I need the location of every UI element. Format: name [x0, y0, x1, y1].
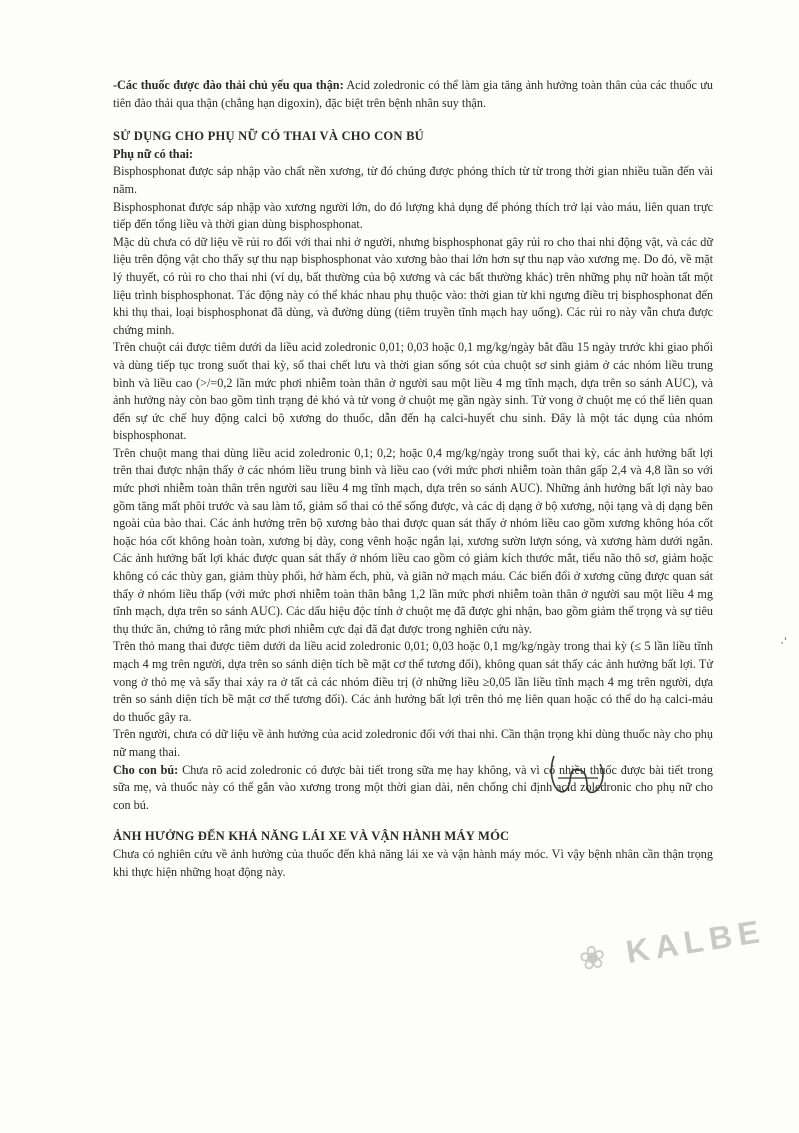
edge-mark-icon: ·’ — [780, 635, 787, 649]
breastfeeding-label: Cho con bú: — [113, 762, 179, 777]
pregnancy-paragraph: Trên người, chưa có dữ liệu về ảnh hưởng của acid zoledronic đối với thai nhi. Cần thận trọng khi dùng thuốc này cho phụ nữ mang thai. — [113, 727, 713, 759]
renal-interaction-label: -Các thuốc được đào thải chủ yếu qua thận: — [113, 78, 344, 92]
pregnancy-heading: SỬ DỤNG CHO PHỤ NỮ CÓ THAI VÀ CHO CON BÚ — [113, 129, 424, 144]
driving-paragraph: Chưa có nghiên cứu về ảnh hưởng của thuốc đến khả năng lái xe và vận hành máy móc. Vì vậy bệnh nhân cần thận trọng khi thực hiện những hoạt động này. — [113, 846, 713, 879]
driving-heading: ẢNH HƯỞNG ĐẾN KHẢ NĂNG LÁI XE VÀ VẬN HÀNH MÁY MÓC — [113, 829, 510, 844]
breastfeeding-text: Chưa rõ acid zoledronic có được bài tiết trong sữa mẹ hay không, và vì có nhiều thuốc được bài tiết trong sữa mẹ, và thuốc này có thể gắn vào xương trong một thời gian dài, nên chống chỉ định acid zoledronic cho phụ nữ cho con bú. — [113, 762, 713, 812]
pregnancy-paragraph: Trên chuột mang thai dùng liều acid zoledronic 0,1; 0,2; hoặc 0,4 mg/kg/ngày trong suốt thai kỳ, các ảnh hưởng bất lợi trên thai được nhận thấy ở các nhóm liều trung bình và liều cao (với mức phơi nhiễm toàn thân gấp 2,4 và 4,8 lần so với mức phơi nhiễm toàn thân trên người sau liều 4 mg tĩnh mạch, dựa trên so sánh AUC). Những ảnh hưởng bất lợi này bao gồm tăng mất phôi trước và sau làm tổ, giảm số thai có thể sống được, và các dị dạng ở bộ xương, nội tạng và dị dạng bên ngoài của bào thai. Các ảnh hưởng trên bộ xương bào thai được quan sát thấy ở nhóm liều cao gồm xương không hóa cốt hoặc hóa cốt không hoàn toàn, xương bị dày, cong vênh hoặc ngắn lại, xương sườn lượn sóng, và xương hàm dưới ngắn. Các ảnh hưởng bất lợi khác được quan sát thấy ở nhóm liều cao gồm có giảm kích thước mắt, tiểu não thô sơ, giảm hoặc không có các thùy gan, giảm thùy phổi, hở hàm ếch, phù, và giãn nở mạch máu. Các biến đổi ở xương cũng được quan sát thấy ở nhóm liều thấp (với mức phơi nhiễm toàn thân bằng 1,2 lần mức phơi nhiễm toàn thân ở người sau một liều 4 mg tĩnh mạch, dựa trên so sánh AUC). Các dấu hiệu độc tính ở chuột mẹ đã được ghi nhận, bao gồm giảm thể trọng và sự tiêu thụ thức ăn, chứng tỏ rằng mức phơi nhiễm cực đại đã đạt được trong nghiên cứu này. — [113, 445, 713, 636]
renal-interaction-paragraph — [113, 77, 713, 112]
pregnancy-paragraph: Trên thỏ mang thai được tiêm dưới da liều acid zoledronic 0,01; 0,03 hoặc 0,1 mg/kg/ngày trong thai kỳ (≤ 5 lần liều tĩnh mạch 4 mg trên người, dựa trên so sánh diện tích bề mặt cơ thể tương đối), không quan sát thấy các ảnh hưởng bất lợi. Tử vong ở thỏ mẹ và sẩy thai xảy ra ở tất cả các nhóm điều trị (ở những liều ≥0,05 lần liều tĩnh mạch 4 mg trên người, dựa trên so sánh diện tích bề mặt cơ thể tương đối). Các ảnh hưởng bất lợi trên thỏ mẹ liên quan hoặc có thể do hạ calci-máu do thuốc gây ra. — [113, 639, 713, 724]
handwritten-signature — [536, 748, 626, 808]
pregnancy-paragraph: Mặc dù chưa có dữ liệu về rủi ro đối với thai nhi ở người, nhưng bisphosphonat gây rủi ro cho thai nhi động vật, và các dữ liệu trên động vật cho thấy sự thu nạp bisphosphonat vào xương bào thai lớn hơn sự thu nạp vào xương mẹ. Do đó, về mặt lý thuyết, có rủi ro cho thai nhi (ví dụ, bất thường của bộ xương và các bất thường khác) trên những phụ nữ hoàn tất một liệu trình bisphosphonat. Tác động này có thể khác nhau phụ thuộc vào: thời gian từ khi ngưng điều trị bisphosphonat đến khi thụ thai, loại bisphosphonat đã dùng, và đường dùng (tiêm truyền tĩnh mạch hay uống). Các rủi ro này vẫn chưa được chứng minh. — [113, 234, 713, 337]
pregnancy-paragraph: Trên chuột cái được tiêm dưới da liều acid zoledronic 0,01; 0,03 hoặc 0,1 mg/kg/ngày bắt đầu 15 ngày trước khi giao phối và dùng tiếp tục trong suốt thai kỳ, số thai chết lưu và thời gian sống sót của chuột sơ sinh giảm ở các nhóm liều trung bình và liều cao (>/=0,2 lần mức phơi nhiễm toàn thân ở người sau một liều 4 mg tĩnh mạch, dựa trên so sánh AUC), và ảnh hưởng này còn bao gồm tình trạng đẻ khó và tử vong ở chuột mẹ gần ngày sinh. Tử vong ở chuột mẹ có thể liên quan đến sự ức chế huy động calci bộ xương do thuốc, dẫn đến hạ calci-huyết chu sinh. Đây là một tác dụng của nhóm bisphosphonat. — [113, 340, 713, 443]
pregnancy-subheading: Phụ nữ có thai: — [113, 146, 194, 161]
renal-interaction-text: Acid zoledronic có thể làm gia tăng ảnh hưởng toàn thân của các thuốc ưu tiên đào thải qua thận (chẳng hạn digoxin), đặc biệt trên bệnh nhân suy thận. — [113, 78, 713, 110]
kalbe-watermark-stamp: ❀ KALBE — [576, 912, 768, 978]
pregnancy-paragraph: Bisphosphonat được sáp nhập vào xương người lớn, do đó lượng khả dụng để phóng thích trở lại vào máu, liên quan trực tiếp đến tổng liều và thời gian dùng bisphosphonat. — [113, 199, 713, 232]
pregnancy-paragraph: Bisphosphonat được sáp nhập vào chất nền xương, từ đó chúng được phóng thích từ từ trong thời gian nhiều tuần đến vài năm. — [113, 164, 713, 196]
